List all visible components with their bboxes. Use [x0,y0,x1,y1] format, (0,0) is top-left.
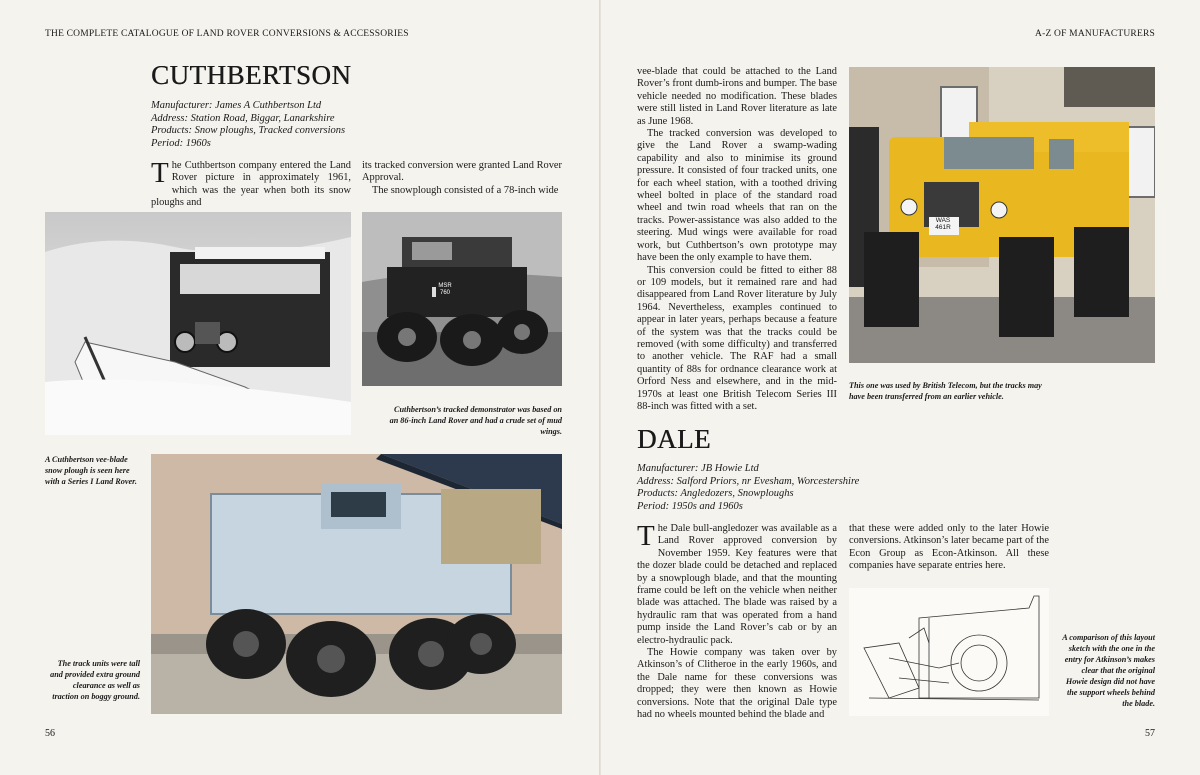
cuthbertson-intro-paragraph [151,157,351,210]
bt-plate: WAS 461R [930,217,956,231]
dale-products: Products: Angledozers, Snowploughs [637,488,794,499]
cuthbertson-col2-p2: The snowplough consisted of a 78-inch wide [372,184,559,196]
snowplough-caption: A Cuthbertson vee-blade snow plough is seen here with a Series I Land Rover. [45,455,137,486]
dale-intro-text: he Dale bull-angledozer was available as a Land Rover approved conversion by November 1959. Key features were that the dozer blade could be detached and replaced by a snowplough blade, and that the mounting frame could be left on the vehicle when neither blade was attached. The blade was raised by a hydraulic ram that was operated from a hand pump inside the Land Rover’s cab or by an electro-hydraulic pack. [637,523,837,646]
tracked-demonstrator-photo [362,212,562,386]
sketch-caption: A comparison of this layout sketch with the one in the entry for Atkinson’s makes clear that the original Howie design did not have the support wheels behind the blade. [1062,633,1155,708]
dale-details [637,463,859,513]
cuthbertson-body-col2 [362,160,562,197]
dale-body-col1 [637,520,837,722]
right-running-head: A-Z OF MANUFACTURERS [1035,29,1155,39]
cuthbertson-period: Period: 1960s [151,137,211,149]
continued-p3: This conversion could be fitted to either 88 or 109 models, but it remained rare and had disappeared from Land Rover literature by July 1964. Nevertheless, examples continued to appear in later years, perhaps because a feature of the system was that the tracks could be removed (with some difficulty) and transferred to another vehicle. The RAF had a small quantity of 88s for ordnance clearance work at Orford Ness and elsewhere, and in the mid-1970s at least one British Telecom Series III 88-inch was fitted with a set. [637,264,837,412]
left-running-head: THE COMPLETE CATALOGUE OF LAND ROVER CONVERSIONS & ACCESSORIES [45,29,409,39]
continued-p2: The tracked conversion was developed to give the Land Rover a swamp-wading capability and also to minimise its ground pressure. It consisted of four tracked units, one for each wheel station, with a toothed driving wheel bolted in place of the standard road wheel and twin road wheels that ran on the tracks. Power-assistance was also added to the steering. Mud wings were available for road work, but Cuthbertson’s own prototype may have been the only example to have them. [637,128,837,264]
british-telecom-photo [849,67,1155,363]
cuthbertson-details [151,100,345,150]
dale-intro-paragraph [637,520,837,647]
dale-address: Address: Salford Priors, nr Evesham, Worcestershire [637,475,860,487]
continued-p1: vee-blade that could be attached to the Land Rover’s front dumb-irons and bumper. The base vehicle needed no modification. These blades were still listed in Land Rover literature as late as June 1968. [637,66,837,127]
section-title-dale: DALE [637,424,711,454]
dale-col2-p1: that these were added only to the later Howie conversions. Atkinson’s later became part of the Econ Group as Econ-Atkinson. All these companies have separate entries here. [849,523,1049,572]
page-gutter [599,0,601,775]
cuthbertson-products: Products: Snow ploughs, Tracked conversions [151,125,346,136]
dale-drop-cap: T [637,520,655,552]
demonstrator-caption: Cuthbertson’s tracked demonstrator was based on an 86-inch Land Rover and had a crude set of mud wings. [389,405,562,436]
cuthbertson-body-col1 [151,157,351,210]
british-telecom-caption: This one was used by British Telecom, but the tracks may have been transferred from an earlier vehicle. [849,381,1042,401]
cuthbertson-col2-p1: its tracked conversion were granted Land Rover Approval. [362,160,562,184]
cuthbertson-continued-col [637,66,837,413]
left-folio: 56 [45,728,55,739]
dale-period: Period: 1950s and 1960s [637,500,743,512]
snowplough-photo [45,212,351,435]
dale-p2: The Howie company was taken over by Atkinson’s of Clitheroe in the early 1960s, and the Dale name for these conversions was dropped; they were then known as Howie conversions. Note that the original Dale type had no wheels mounted behind the blade and [637,647,837,721]
cuthbertson-manufacturer: Manufacturer: James A Cuthbertson Ltd [151,100,322,111]
track-units-caption: The track units were tall and provided extra ground clearance as well as traction on boggy ground. [50,659,140,701]
cuthbertson-address: Address: Station Road, Biggar, Lanarkshire [151,112,335,124]
drop-cap: T [151,157,169,189]
layout-sketch [849,588,1049,716]
dale-manufacturer: Manufacturer: JB Howie Ltd [637,463,759,474]
section-title-cuthbertson: CUTHBERTSON [151,60,352,90]
right-folio: 57 [1145,728,1155,739]
demonstrator-plate: MSR 760 [436,283,454,297]
dale-body-col2 [849,523,1049,573]
cuthbertson-intro-text: he Cuthbertson company entered the Land Rover picture in approximately 1961, which was the year when both its snow ploughs and [151,160,351,209]
track-units-photo [151,454,562,714]
